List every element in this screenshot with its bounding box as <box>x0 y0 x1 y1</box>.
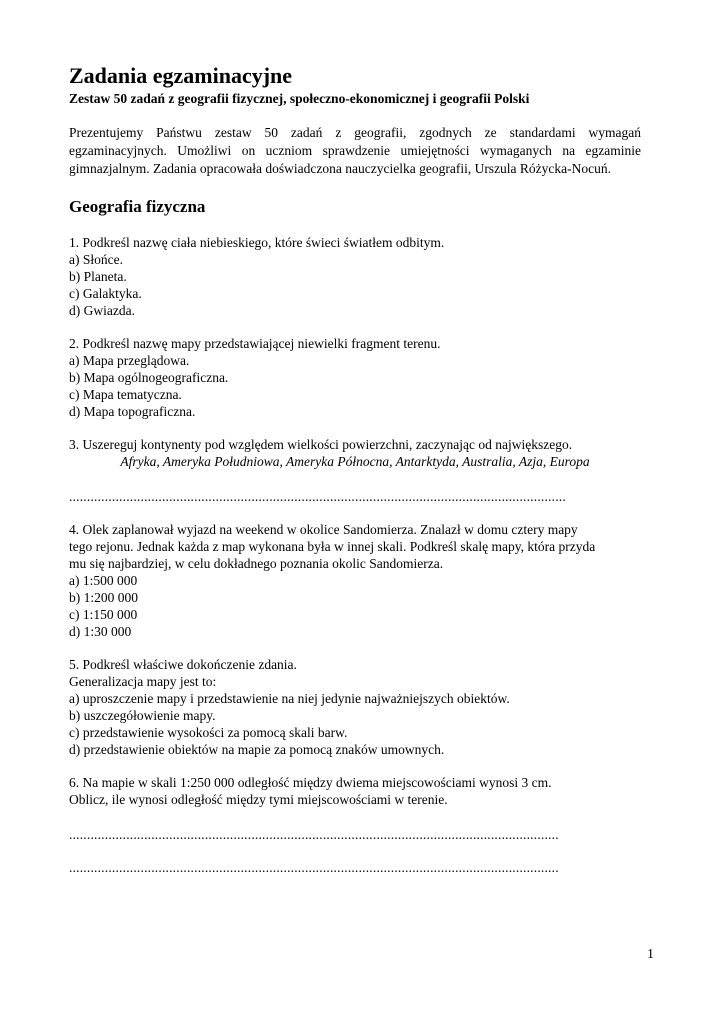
task-5 <box>69 656 641 758</box>
document-title: Zadania egzaminacyjne <box>69 63 293 88</box>
task-4-option-b: b) 1:200 000 <box>69 590 138 605</box>
task-5-question: 5. Podkreśl właściwe dokończenie zdania. <box>69 657 297 672</box>
task-3-answer-line[interactable]: ........................................................................................................................................... <box>69 489 566 504</box>
task-4-question-line-1: 4. Olek zaplanował wyjazd na weekend w okolice Sandomierza. Znalazł w domu cztery mapy <box>69 522 578 537</box>
task-1-option-b: b) Planeta. <box>69 269 127 284</box>
task-4-question-line-3: mu się najbardziej, w celu dokładnego poznania okolic Sandomierza. <box>69 556 444 571</box>
task-5-lead: Generalizacja mapy jest to: <box>69 674 217 689</box>
task-3-question: 3. Uszereguj kontynenty pod względem wielkości powierzchni, zaczynając od największego. <box>69 437 573 452</box>
intro-paragraph: Prezentujemy Państwu zestaw 50 zadań z geografii, zgodnych ze standardami wymagań egzaminacyjnych. Umożliwi on uczniom sprawdzenie umiejętności wymaganych na egzaminie gimnazjalnym. Zadania opracowała doświadczona nauczycielka geografii, Urszula Różycka-Nocuń. <box>69 125 641 176</box>
task-1-option-c: c) Galaktyka. <box>69 286 142 301</box>
task-2-option-d: d) Mapa topograficzna. <box>69 404 196 419</box>
task-2 <box>69 335 641 420</box>
task-6 <box>69 774 641 876</box>
task-6-question-line-2: Oblicz, ile wynosi odległość między tymi miejscowościami w terenie. <box>69 792 448 807</box>
task-4-option-a: a) 1:500 000 <box>69 573 138 588</box>
task-1-question: 1. Podkreśl nazwę ciała niebieskiego, które świeci światłem odbitym. <box>69 235 445 250</box>
task-5-option-c: c) przedstawienie wysokości za pomocą skali barw. <box>69 725 348 740</box>
task-2-option-c: c) Mapa tematyczna. <box>69 387 182 402</box>
task-2-option-a: a) Mapa przeglądowa. <box>69 353 190 368</box>
task-5-option-a: a) uproszczenie mapy i przedstawienie na niej jedynie najważniejszych obiektów. <box>69 691 510 706</box>
task-4-option-d: d) 1:30 000 <box>69 624 132 639</box>
document-page <box>69 62 641 876</box>
task-4-option-c: c) 1:150 000 <box>69 607 138 622</box>
task-3 <box>69 436 641 505</box>
task-4 <box>69 521 641 640</box>
section-heading: Geografia fizyczna <box>69 197 206 216</box>
page-number: 1 <box>647 947 654 962</box>
task-4-question-line-2: tego rejonu. Jednak każda z map wykonana była w innej skali. Podkreśl skalę mapy, która przyda <box>69 539 596 554</box>
task-6-answer-line-2[interactable]: ......................................................................................................................................... <box>69 860 559 875</box>
task-2-question: 2. Podkreśl nazwę mapy przedstawiającej niewielki fragment terenu. <box>69 336 441 351</box>
task-1 <box>69 234 641 319</box>
task-6-question-line-1: 6. Na mapie w skali 1:250 000 odległość między dwiema miejscowościami wynosi 3 cm. <box>69 775 552 790</box>
task-6-answer-line-1[interactable]: ......................................................................................................................................... <box>69 827 559 842</box>
task-2-option-b: b) Mapa ogólnogeograficzna. <box>69 370 229 385</box>
task-1-option-a: a) Słońce. <box>69 252 123 267</box>
document-subtitle: Zestaw 50 zadań z geografii fizycznej, społeczno-ekonomicznej i geografii Polski <box>69 91 530 106</box>
task-5-option-b: b) uszczegółowienie mapy. <box>69 708 216 723</box>
task-3-continents-list: Afryka, Ameryka Południowa, Ameryka Północna, Antarktyda, Australia, Azja, Europa <box>120 454 590 469</box>
task-1-option-d: d) Gwiazda. <box>69 303 135 318</box>
task-5-option-d: d) przedstawienie obiektów na mapie za pomocą znaków umownych. <box>69 742 445 757</box>
